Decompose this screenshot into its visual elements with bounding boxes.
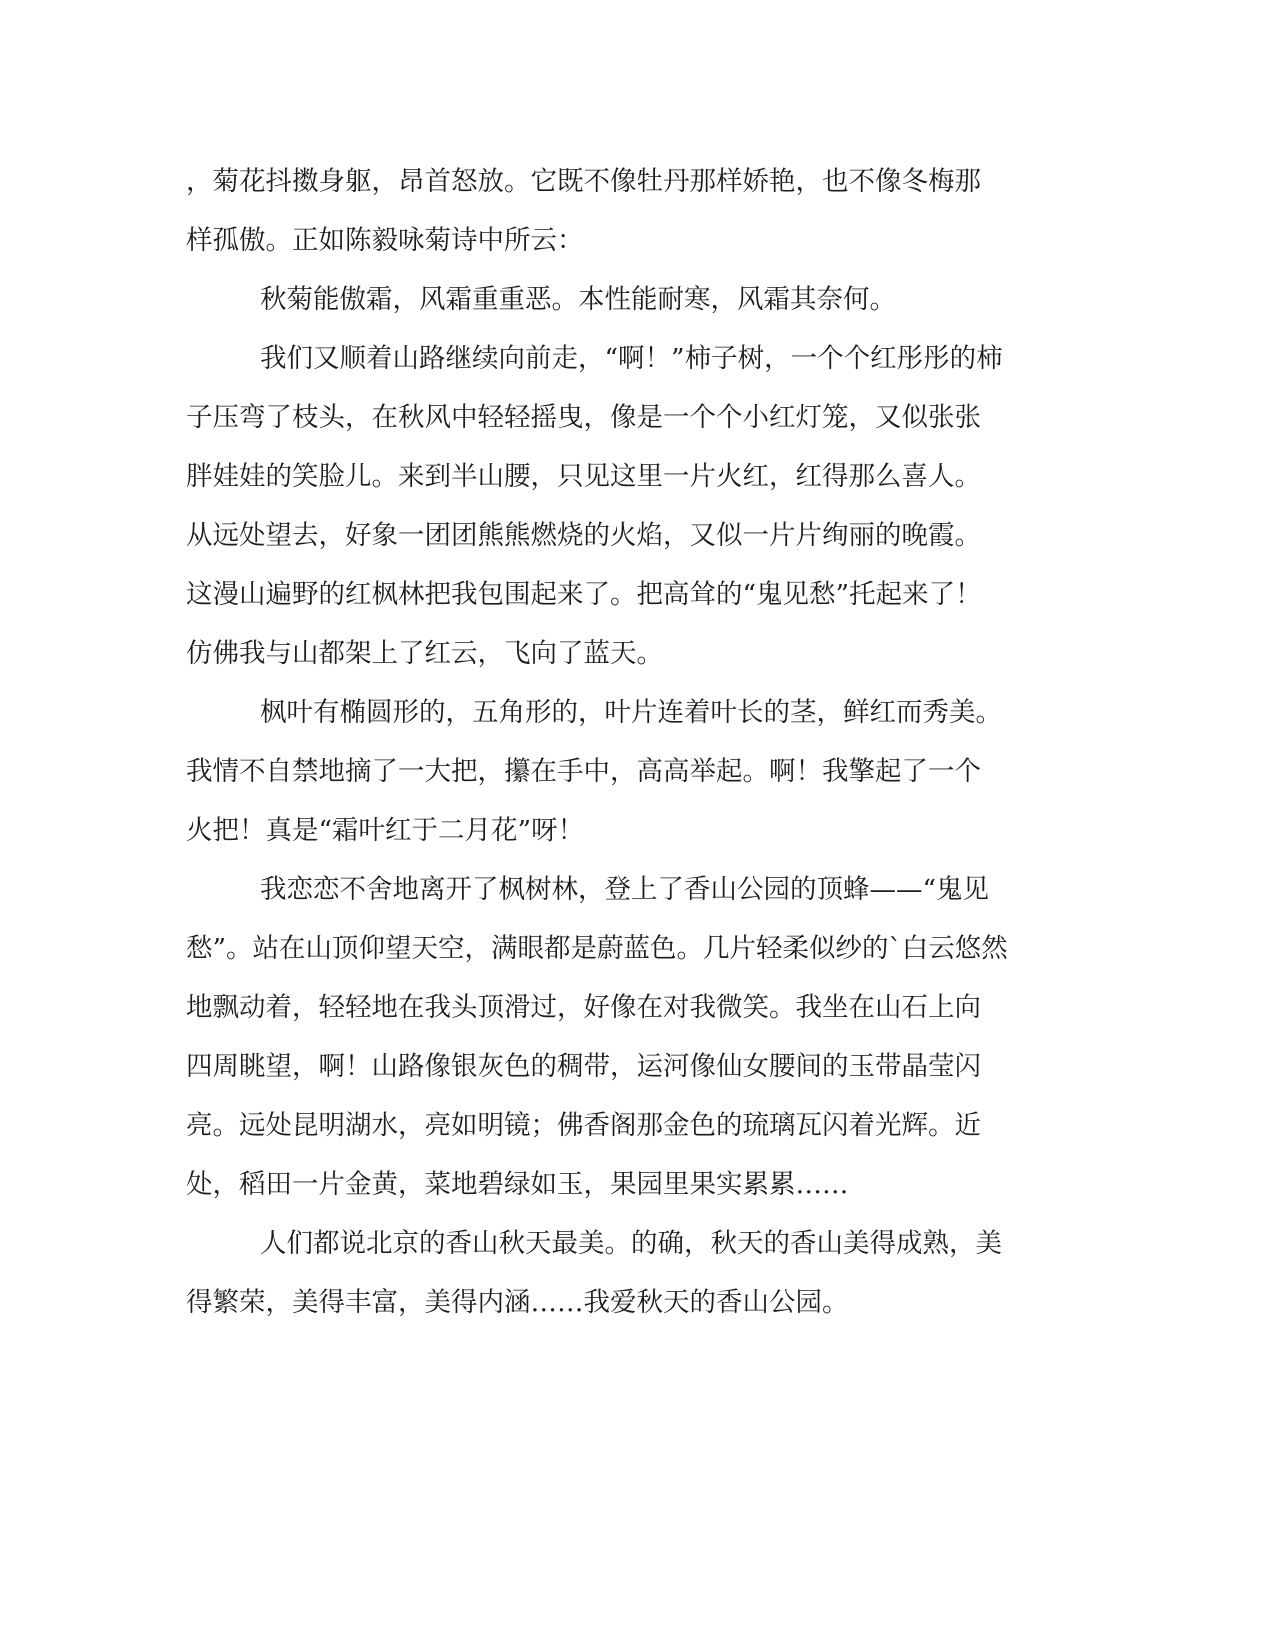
- paragraph-start: 人们都说北京的香山秋天最美。的确，秋天的香山美得成熟，美: [260, 1228, 1002, 1259]
- text-line: 亮。远处昆明湖水，亮如明镜；佛香阁那金色的琉璃瓦闪着光辉。近: [186, 1110, 981, 1141]
- text-line: 从远处望去，好象一团团熊熊燃烧的火焰，又似一片片绚丽的晚霞。: [186, 520, 981, 551]
- text-line: 愁”。站在山顶仰望天空，满眼都是蔚蓝色。几片轻柔似纱的`白云悠然: [186, 933, 1008, 964]
- text-line: 我情不自禁地摘了一大把，攥在手中，高高举起。啊！我擎起了一个: [186, 756, 981, 787]
- text-line: ，菊花抖擞身躯，昂首怒放。它既不像牡丹那样娇艳，也不像冬梅那: [186, 166, 981, 197]
- text-line: 四周眺望，啊！山路像银灰色的稠带，运河像仙女腰间的玉带晶莹闪: [186, 1051, 981, 1082]
- text-line: 火把！真是“霜叶红于二月花”呀！: [186, 815, 585, 846]
- poem-line: 秋菊能傲霜，风霜重重恶。本性能耐寒，风霜其奈何。: [260, 284, 896, 315]
- paragraph-start: 枫叶有椭圆形的，五角形的，叶片连着叶长的茎，鲜红而秀美。: [260, 697, 1002, 728]
- text-line: 样孤傲。正如陈毅咏菊诗中所云：: [186, 225, 584, 256]
- paragraph-start: 我恋恋不舍地离开了枫树林，登上了香山公园的顶蜂——“鬼见: [260, 874, 990, 905]
- text-line: 这漫山遍野的红枫林把我包围起来了。把高耸的“鬼见愁”托起来了！: [186, 579, 982, 610]
- text-line: 子压弯了枝头，在秋风中轻轻摇曳，像是一个个小红灯笼，又似张张: [186, 402, 981, 433]
- text-line: 胖娃娃的笑脸儿。来到半山腰，只见这里一片火红，红得那么喜人。: [186, 461, 981, 492]
- text-line: 得繁荣，美得丰富，美得内涵……我爱秋天的香山公园。: [186, 1287, 849, 1318]
- text-line: 地飘动着，轻轻地在我头顶滑过，好像在对我微笑。我坐在山石上向: [186, 992, 981, 1023]
- text-line: 仿佛我与山都架上了红云，飞向了蓝天。: [186, 638, 663, 669]
- text-line: 处，稻田一片金黄，菜地碧绿如玉，果园里果实累累……: [186, 1169, 849, 1200]
- paragraph-start: 我们又顺着山路继续向前走，“啊！”柿子树，一个个红彤彤的柿: [260, 343, 1003, 374]
